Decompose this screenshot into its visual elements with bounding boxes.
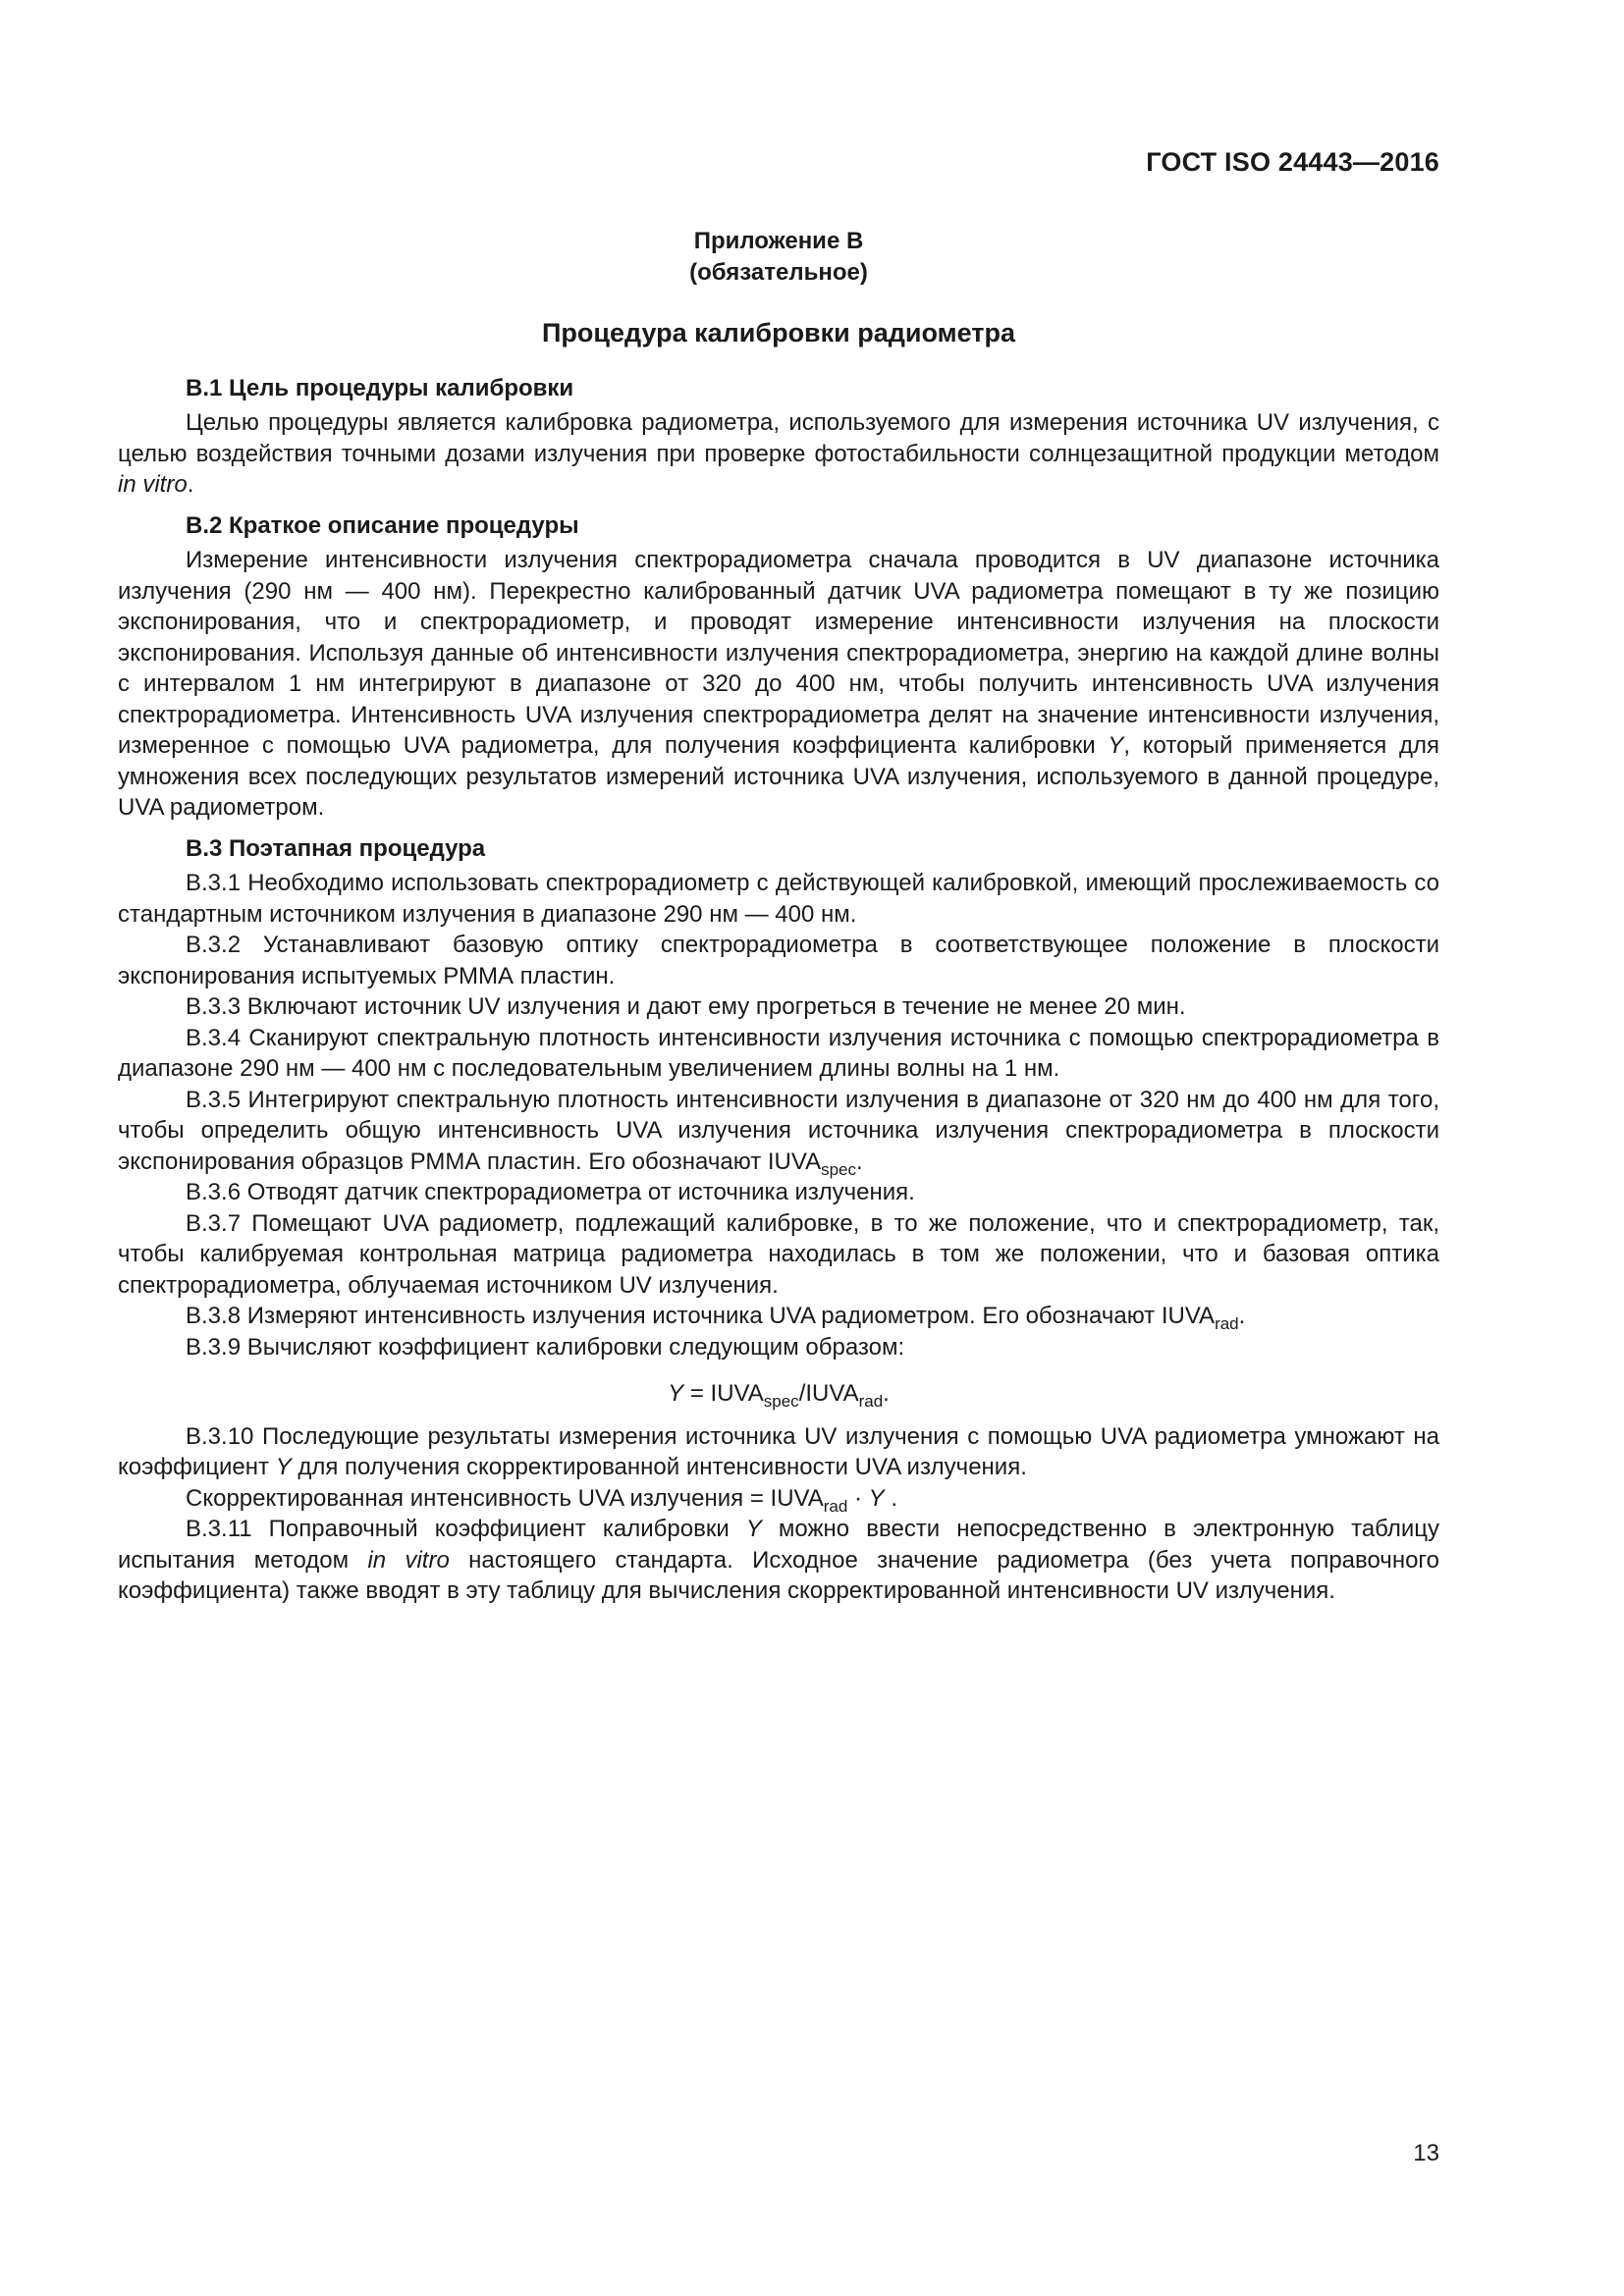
text-run: для получения скорректированной интенсивности UVA излучения. xyxy=(291,1454,1027,1480)
text-run: · xyxy=(847,1484,869,1512)
corrected-intensity-line xyxy=(118,1483,1439,1515)
appendix-status: (обязательное) xyxy=(689,259,868,286)
text-run: /IUVA xyxy=(798,1380,859,1407)
calibration-formula xyxy=(118,1378,1439,1410)
section-b2-paragraph xyxy=(118,545,1439,824)
text-run: В.3.10 Последующие результаты измерения источника UV излучения с помощью UVA радиометра умножают на коэффициент xyxy=(118,1422,1439,1480)
section-b2-heading: В.2 Краткое описание процедуры xyxy=(186,511,579,539)
section-b1-heading: В.1 Цель процедуры калибровки xyxy=(186,374,574,401)
text-run: , который применяется для умножения всех последующих результатов измерений источника UVA излучения, используемого в данной процедуре, UVA радиометром. xyxy=(118,732,1439,821)
text-run: можно ввести непосредственно в электронную таблицу испытания методом xyxy=(118,1516,1440,1574)
step-b3-10 xyxy=(118,1421,1439,1483)
subscript: rad xyxy=(823,1496,848,1516)
italic-symbol: Y xyxy=(745,1516,762,1542)
text-run: . xyxy=(884,1484,898,1512)
appendix-title: Процедура калибровки радиометра xyxy=(541,318,1016,347)
section-b3-heading: В.3 Поэтапная процедура xyxy=(186,834,486,862)
document-code: ГОСТ ISO 24443—2016 xyxy=(1146,147,1439,177)
text-run: Скорректированная интенсивность UVA излучения = IUVA xyxy=(186,1484,824,1512)
italic-symbol: Y xyxy=(868,1484,885,1512)
text-run: В.3.5 Интегрируют спектральную плотность интенсивности излучения в диапазоне от 320 нм до 400 нм для того, чтобы определить общую интенсивность UVA излучения источника излучения спектрорадиометра в плоскости экспонирования образцов РММА пластин. Его обозначают IUVA xyxy=(118,1086,1439,1175)
section-b1-paragraph xyxy=(118,407,1439,501)
text-run: . xyxy=(856,1148,863,1175)
subscript: rad xyxy=(1215,1314,1239,1333)
text-run: . xyxy=(883,1380,890,1407)
text-run: настоящего стандарта. Исходное значение радиометра (без учета поправочного коэффициента) также вводят в эту таблицу для вычисления скорректированной интенсивности UV излучения. xyxy=(118,1546,1439,1604)
step-b3-5 xyxy=(118,1085,1439,1178)
step-b3-9: В.3.9 Вычисляют коэффициент калибровки следующим образом: xyxy=(186,1333,905,1361)
text-run: В.3.8 Измеряют интенсивность излучения источника UVA радиометром. Его обозначают IUVA xyxy=(186,1303,1216,1329)
italic-term: in vitro xyxy=(118,471,188,498)
text-run: Измерение интенсивности излучения спектрорадиометра сначала проводится в UV диапазоне источника излучения (290 нм — 400 нм). Перекрестно калиброванный датчик UVA радиометра помещают в ту же позицию экспонирования, что и спектрорадиометр, и проводят измерение интенсивности излучения на плоскости экспонирования. Используя данные об интенсивности излучения спектрорадиометра, энергию на каждой длине волны с интервалом 1 нм интегрируют в диапазоне от 320 до 400 нм, чтобы получить интенсивность UVA излучения спектрорадиометра. Интенсивность UVA излучения спектрорадиометра делят на значение интенсивности излучения, измеренное с помощью UVA радиометра, для получения коэффициента калибровки xyxy=(118,547,1439,759)
text-run: Целью процедуры является калибровка радиометра, используемого для измерения источника UV излучения, с целью воздействия точными дозами излучения при проверке фотостабильности солнцезащитной продукции методом xyxy=(118,409,1439,467)
step-b3-2: В.3.2 Устанавливают базовую оптику спектрорадиометра в соответствующее положение в плоскости экспонирования испытуемых РММА пластин. xyxy=(118,932,1439,989)
italic-symbol: Y xyxy=(275,1454,292,1480)
page-number: 13 xyxy=(1413,2140,1439,2166)
subscript: rad xyxy=(858,1392,884,1411)
appendix-label: Приложение В xyxy=(693,228,864,254)
subscript: spec xyxy=(821,1159,857,1179)
step-b3-11 xyxy=(118,1514,1439,1607)
italic-symbol: Y xyxy=(1108,732,1124,759)
italic-term: in vitro xyxy=(367,1546,450,1574)
step-b3-7: В.3.7 Помещают UVA радиометр, подлежащий калибровке, в то же положение, что и спектрорадиометр, так, чтобы калибруемая контрольная матрица радиометра находилась в том же положении, что и базовая оптика спектрорадиометра, облучаемая источником UV излучения. xyxy=(118,1209,1439,1299)
text-run: . xyxy=(1238,1303,1246,1329)
step-b3-1: В.3.1 Необходимо использовать спектрорадиометр с действующей калибровкой, имеющий прослеживаемость со стандартным источником излучения в диапазоне 290 нм — 400 нм. xyxy=(118,870,1439,928)
document-body xyxy=(118,226,1439,1607)
step-b3-8 xyxy=(118,1301,1439,1332)
subscript: spec xyxy=(763,1392,799,1411)
step-b3-6: В.3.6 Отводят датчик спектрорадиометра от источника излучения. xyxy=(186,1179,915,1205)
formula-symbol: Y xyxy=(668,1380,684,1407)
step-b3-3: В.3.3 Включают источник UV излучения и дают ему прогреться в течение не менее 20 мин. xyxy=(186,993,1186,1020)
text-run: . xyxy=(187,471,194,498)
step-b3-4: В.3.4 Сканируют спектральную плотность интенсивности излучения источника с помощью спектрорадиометра в диапазоне 290 нм — 400 нм с последовательным увеличением длины волны на 1 нм. xyxy=(118,1024,1439,1082)
text-run: = IUVA xyxy=(683,1380,764,1407)
text-run: В.3.11 Поправочный коэффициент калибровки xyxy=(186,1516,746,1542)
